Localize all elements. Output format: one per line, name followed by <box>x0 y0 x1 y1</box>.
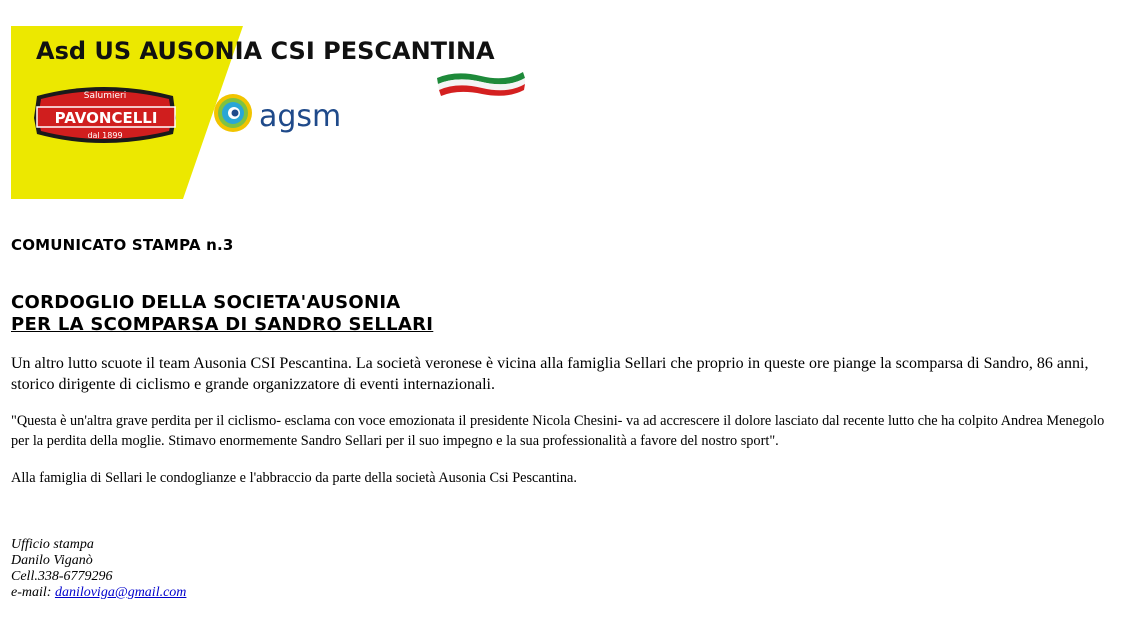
paragraph-intro: Un altro lutto scuote il team Ausonia CSI Pescantina. La società veronese è vicina alla famiglia Sellari che proprio in queste ore piange la scomparsa di Sandro, 86 anni, storico dirigente di ciclismo e grande organizzatore di eventi internazionali. <box>11 355 1089 393</box>
agsm-logo <box>214 94 341 134</box>
press-release-label: COMUNICATO STAMPA n.3 <box>11 236 234 254</box>
signature-phone: Cell.338-6779296 <box>11 569 113 584</box>
headline-line-1: CORDOGLIO DELLA SOCIETA'AUSONIA <box>11 292 401 313</box>
signature-office: Ufficio stampa <box>11 537 94 552</box>
paragraph-quote: "Questa è un'altra grave perdita per il ciclismo- esclama con voce emozionata il presidente Nicola Chesini- va ad accrescere il dolore lasciato dal recente lutto che ha colpito Andrea Menegolo per la perdita della moglie. Stimavo enormemente Sandro Sellari per il suo impegno e la sua professionalità a favore del nostro sport". <box>11 413 1105 449</box>
pavoncelli-logo <box>34 87 176 143</box>
agsm-name: agsm <box>259 99 342 134</box>
email-label: e-mail: <box>11 585 55 600</box>
club-name: Asd US AUSONIA CSI PESCANTINA <box>36 37 495 65</box>
headline <box>11 292 433 336</box>
signature-block <box>11 537 186 601</box>
signature-name: Danilo Viganò <box>11 553 93 568</box>
pavoncelli-top-text: Salumieri <box>83 91 127 101</box>
header-banner <box>11 26 541 199</box>
pavoncelli-name: PAVONCELLI <box>54 109 158 127</box>
pavoncelli-since: dal 1899 <box>87 131 123 140</box>
italian-flag-ribbon-icon <box>437 72 525 96</box>
email-link[interactable]: daniloviga@gmail.com <box>54 585 187 600</box>
banner-graphic <box>11 26 541 199</box>
headline-line-2: PER LA SCOMPARSA DI SANDRO SELLARI <box>11 314 434 335</box>
signature-email-line <box>11 585 186 601</box>
paragraph-condolences: Alla famiglia di Sellari le condoglianze e l'abbraccio da parte della società Ausonia Csi Pescantina. <box>11 470 577 486</box>
